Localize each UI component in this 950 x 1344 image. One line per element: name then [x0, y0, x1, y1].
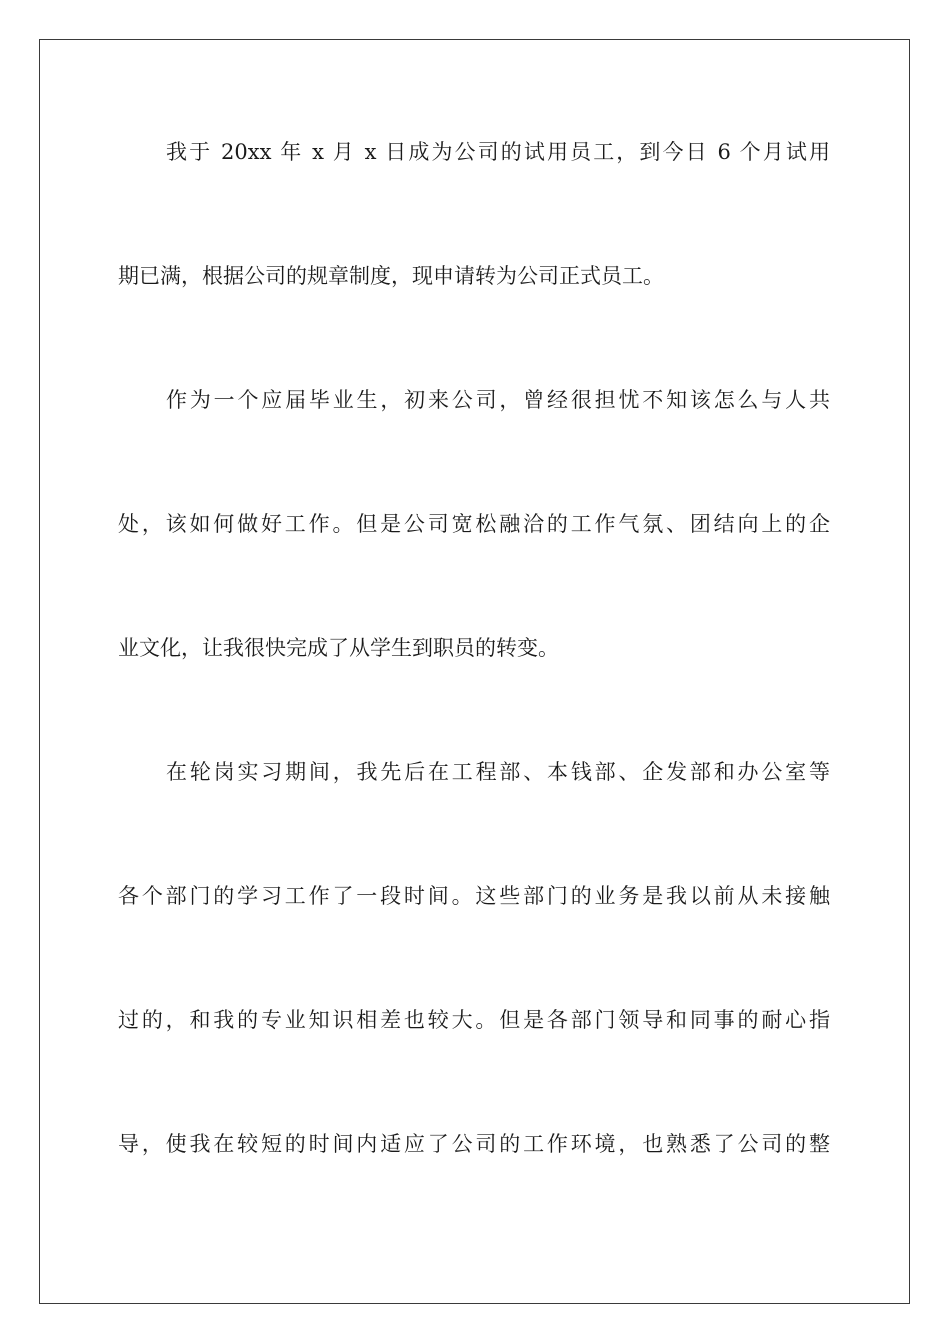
- page-border: [39, 39, 910, 1304]
- paragraph-1-line-1: 我于 20xx 年 x 月 x 日成为公司的试用员工，到今日 6 个月试用: [166, 140, 830, 164]
- paragraph-3-line-1: 在轮岗实习期间，我先后在工程部、本钱部、企发部和办公室等: [166, 760, 830, 784]
- paragraph-3-line-2: 各个部门的学习工作了一段时间。这些部门的业务是我以前从未接触: [118, 884, 830, 908]
- paragraph-1-line-2: 期已满，根据公司的规章制度，现申请转为公司正式员工。: [118, 264, 664, 288]
- paragraph-3-line-4: 导，使我在较短的时间内适应了公司的工作环境，也熟悉了公司的整: [118, 1132, 830, 1156]
- paragraph-2-line-3: 业文化，让我很快完成了从学生到职员的转变。: [118, 636, 559, 660]
- paragraph-2-line-1: 作为一个应届毕业生，初来公司，曾经很担忧不知该怎么与人共: [166, 388, 830, 412]
- paragraph-2-line-2: 处，该如何做好工作。但是公司宽松融洽的工作气氛、团结向上的企: [118, 512, 830, 536]
- paragraph-3-line-3: 过的，和我的专业知识相差也较大。但是各部门领导和同事的耐心指: [118, 1008, 830, 1032]
